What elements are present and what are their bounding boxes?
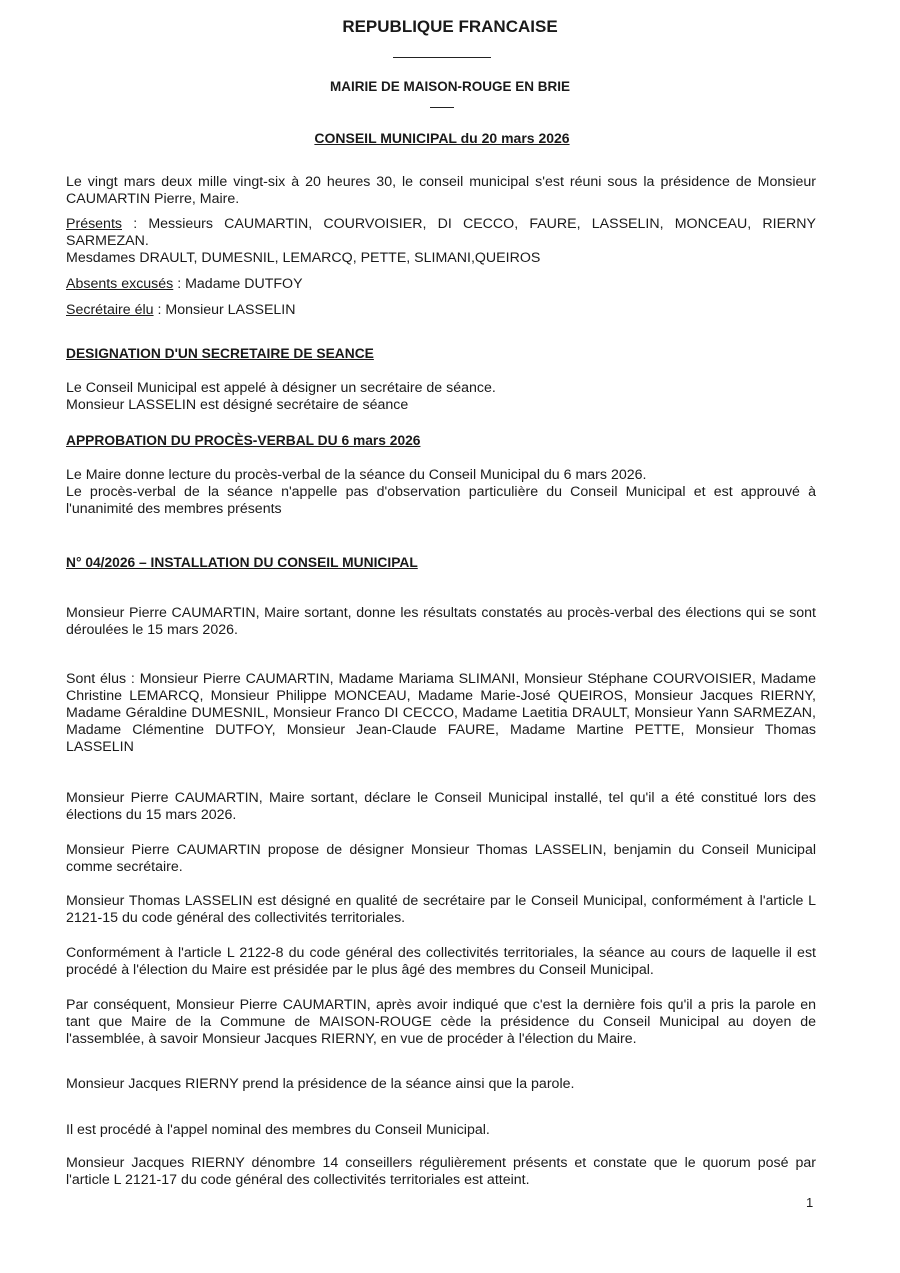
absents-line xyxy=(66,276,816,293)
mairie-heading: MAIRIE DE MAISON-ROUGE EN BRIE xyxy=(329,79,570,94)
mesdames-line: Mesdames DRAULT, DUMESNIL, LEMARCQ, PETTE, SLIMANI,QUEIROS xyxy=(66,250,541,266)
paragraph-1: Monsieur Pierre CAUMARTIN, Maire sortant, donne les résultats constatés au procès-verbal des élections qui se sont déroulées le 15 mars 2026. xyxy=(66,605,816,638)
conseil-heading: CONSEIL MUNICIPAL du 20 mars 2026 xyxy=(314,130,570,146)
republic-heading: REPUBLIQUE FRANCAISE xyxy=(342,17,558,36)
approbation-line2: Le procès-verbal de la séance n'appelle pas d'observation particulière du Conseil Municipal et est approuvé à l'unanimité des membres présents xyxy=(66,484,816,517)
paragraph-3: Monsieur Pierre CAUMARTIN, Maire sortant, déclare le Conseil Municipal installé, tel qu'il a été constitué lors des élections du 15 mars 2026. xyxy=(66,790,816,823)
designation-block xyxy=(66,380,816,414)
presents-label: Présents xyxy=(66,216,122,232)
presents-block xyxy=(66,216,816,267)
page-number: 1 xyxy=(806,1195,814,1210)
approbation-title: APPROBATION DU PROCÈS-VERBAL DU 6 mars 2026 xyxy=(66,433,421,448)
opening-text: Le vingt mars deux mille vingt-six à 20 heures 30, le conseil municipal s'est réuni sous la présidence de Monsieur CAUMARTIN Pierre, Maire. xyxy=(66,174,816,207)
designation-title: DESIGNATION D'UN SECRETAIRE DE SEANCE xyxy=(66,346,374,361)
paragraph-elus: Sont élus : Monsieur Pierre CAUMARTIN, Madame Mariama SLIMANI, Monsieur Stéphane COURVOISIER, Madame Christine LEMARCQ, Monsieur Philippe MONCEAU, Madame Marie-José QUEIROS, Monsieur Jacques RIERNY, Madame Géraldine DUMESNIL, Monsieur Franco DI CECCO, Madame Laetitia DRAULT, Monsieur Yann SARMEZAN, Madame Clémentine DUTFOY, Monsieur Jean-Claude FAURE, Madame Martine PETTE, Monsieur Thomas LASSELIN xyxy=(66,671,816,755)
installation-title: N° 04/2026 – INSTALLATION DU CONSEIL MUNICIPAL xyxy=(66,555,418,570)
paragraph-7: Par conséquent, Monsieur Pierre CAUMARTIN, après avoir indiqué que c'est la dernière fois qu'il a pris la parole en tant que Maire de la Commune de MAISON-ROUGE cède la présidence du Conseil Municipal au doyen de l'assemblée, à savoir Monsieur Jacques RIERNY, en vue de procéder à l'élection du Maire. xyxy=(66,997,816,1047)
paragraph-8: Monsieur Jacques RIERNY prend la présidence de la séance ainsi que la parole. xyxy=(66,1076,575,1092)
approbation-line1: Le Maire donne lecture du procès-verbal de la séance du Conseil Municipal du 6 mars 2026. xyxy=(66,467,647,483)
paragraph-4: Monsieur Pierre CAUMARTIN propose de désigner Monsieur Thomas LASSELIN, benjamin du Conseil Municipal comme secrétaire. xyxy=(66,842,816,875)
paragraph-9: Il est procédé à l'appel nominal des membres du Conseil Municipal. xyxy=(66,1122,490,1138)
heading-rule-short xyxy=(430,107,454,108)
presents-line xyxy=(66,216,816,250)
designation-line1: Le Conseil Municipal est appelé à désigner un secrétaire de séance. xyxy=(66,380,496,396)
secretaire-line xyxy=(66,302,816,319)
secretaire-text: : Monsieur LASSELIN xyxy=(153,302,296,318)
paragraph-10: Monsieur Jacques RIERNY dénombre 14 conseillers régulièrement présents et constate que le quorum posé par l'article L 2121-17 du code général des collectivités territoriales est atteint. xyxy=(66,1155,816,1188)
paragraph-6: Conformément à l'article L 2122-8 du code général des collectivités territoriales, la séance au cours de laquelle il est procédé à l'élection du Maire est présidée par le plus âgé des membres du Conseil Municipal. xyxy=(66,945,816,978)
paragraph-5: Monsieur Thomas LASSELIN est désigné en qualité de secrétaire par le Conseil Municipal, conformément à l'article L 2121-15 du code général des collectivités territoriales. xyxy=(66,893,816,926)
presents-text: : Messieurs CAUMARTIN, COURVOISIER, DI CECCO, FAURE, LASSELIN, MONCEAU, RIERNY SARMEZAN. xyxy=(66,216,816,249)
approbation-block xyxy=(66,467,816,518)
absents-text: : Madame DUTFOY xyxy=(173,276,303,292)
secretaire-label: Secrétaire élu xyxy=(66,302,154,318)
heading-rule xyxy=(393,57,491,58)
opening-paragraph xyxy=(66,174,816,208)
absents-label: Absents excusés xyxy=(66,276,174,292)
designation-line2: Monsieur LASSELIN est désigné secrétaire de séance xyxy=(66,397,409,413)
